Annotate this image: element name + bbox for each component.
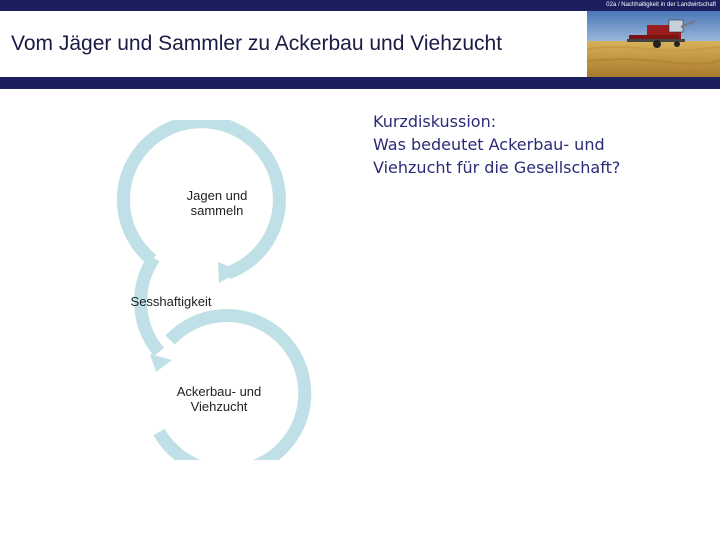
cycle-label-ackerbau [168,384,270,414]
arrow-head-2 [150,354,172,372]
header-label: 02a / Nachhaltigkeit in der Landwirtschaft [606,2,716,8]
cycle-label-jagen [170,188,264,218]
cycle-label-sesshaftigkeit [121,294,221,309]
title-area [0,11,590,77]
discussion-question-line2: Viehzucht für die Gesellschaft? [373,158,621,177]
header-bar [0,0,720,11]
cycle-label-jagen-line2: sammeln [190,203,244,218]
discussion-text [373,110,693,179]
slide-title: Vom Jäger und Sammler zu Ackerbau und Viehzucht [11,32,503,55]
header-band [0,77,720,89]
cycle-label-jagen-line1: Jagen und [186,188,248,203]
discussion-heading: Kurzdiskussion: [373,112,497,131]
cycle-label-sesshaftigkeit-line1: Sesshaftigkeit [130,294,212,309]
harvester-photo [587,11,720,77]
cycle-label-ackerbau-line1: Ackerbau- und [176,384,262,399]
harvester-image [587,11,720,77]
cycle-label-ackerbau-line2: Viehzucht [190,399,248,414]
discussion-question-line1: Was bedeutet Ackerbau- und [373,135,605,154]
